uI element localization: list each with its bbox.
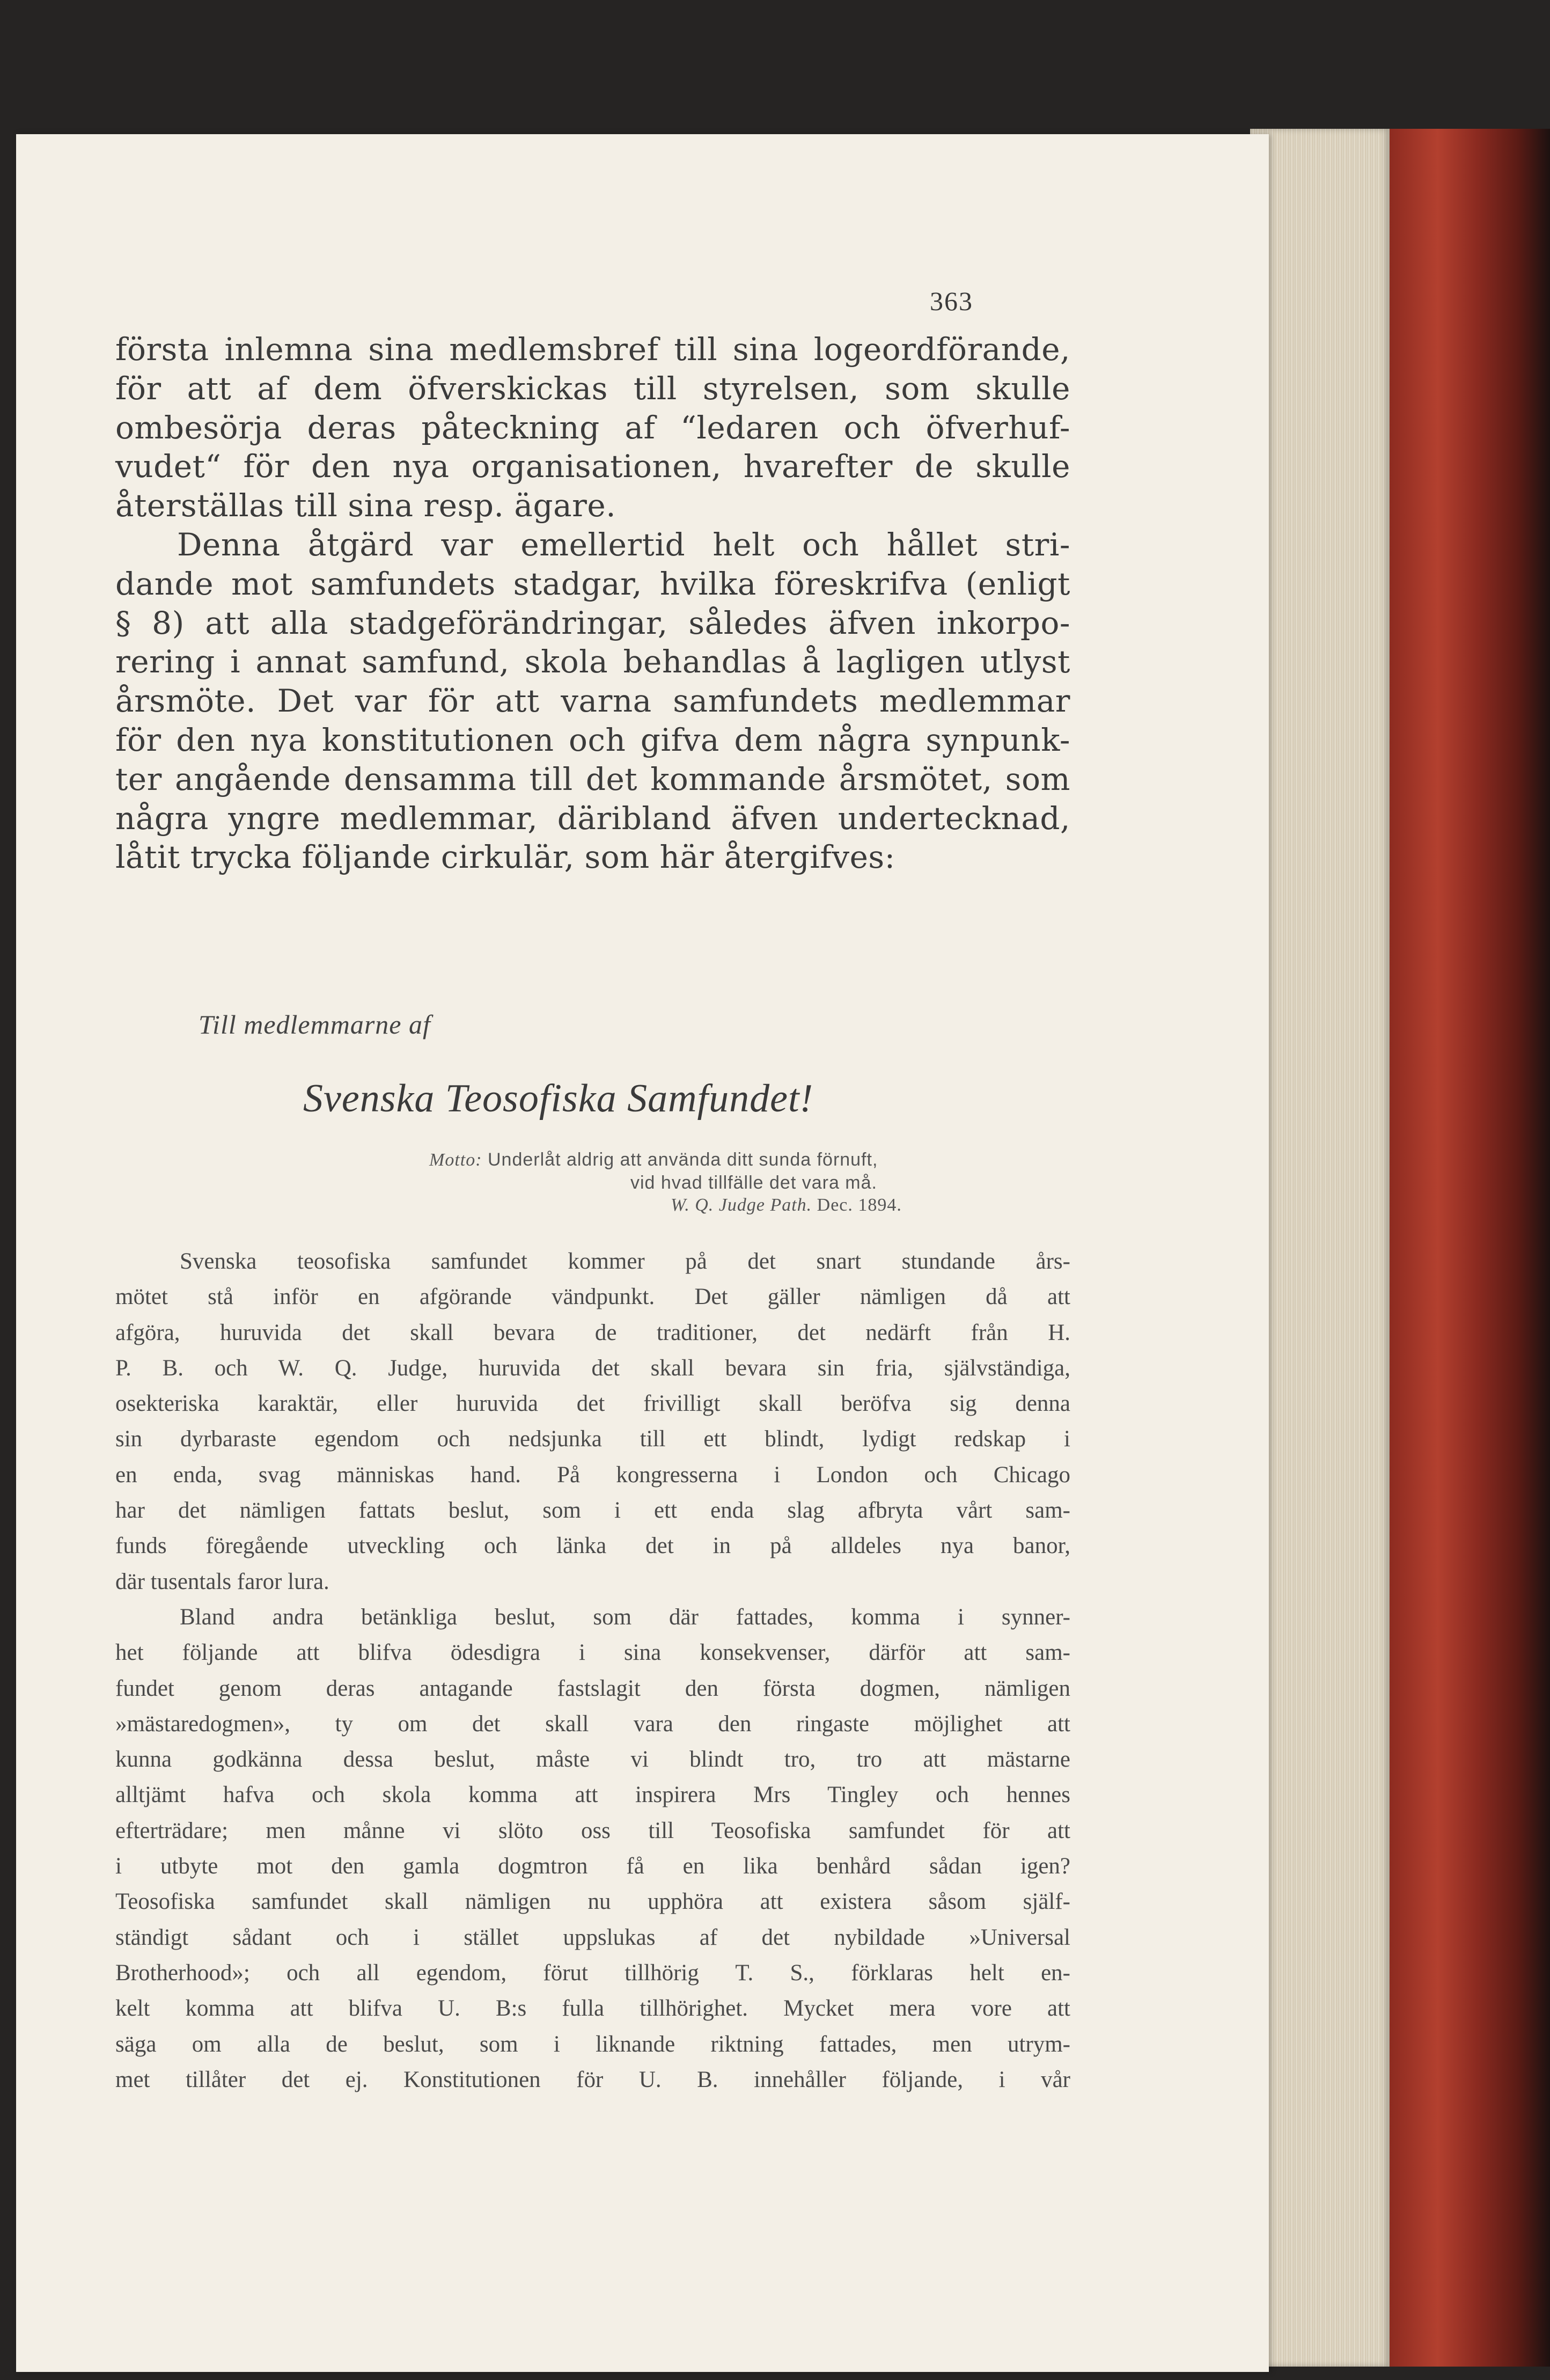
motto-sig-source: Path. <box>770 1195 812 1215</box>
circular-line: Svenska teosofiska samfundet kommer på det snart stundande års- <box>180 1249 1070 1274</box>
circular-line: het följande att blifva ödesdigra i sina konsekvenser, därför att sam- <box>115 1640 1070 1666</box>
circular-line: »mästaredogmen», ty om det skall vara den ringaste möjlighet att <box>115 1711 1070 1737</box>
motto-text-1: Underlåt aldrig att använda ditt sunda förnuft, <box>488 1149 878 1170</box>
main-line: rering i annat samfund, skola behandlas å lagligen utlyst <box>115 643 1070 680</box>
motto-label: Motto: <box>429 1150 482 1170</box>
page-number: 363 <box>930 286 973 316</box>
main-line: några yngre medlemmar, däribland äfven undertecknad, <box>115 800 1070 837</box>
main-line: för att af dem öfverskickas till styrelsen, som skulle <box>115 370 1070 407</box>
red-cover-spine <box>1390 129 1550 2367</box>
circular-intro: Till medlemmarne af <box>199 1009 431 1039</box>
main-line: dande mot samfundets stadgar, hvilka föreskrifva (enligt <box>115 565 1070 602</box>
circular-line: Brotherhood»; och all egendom, förut tillhörig T. S., förklaras helt en- <box>115 1960 1070 1986</box>
main-line: ter angående densamma till det kommande årsmötet, som <box>115 760 1070 797</box>
motto-signature <box>429 1194 1078 1217</box>
circular-line: met tillåter det ej. Konstitutionen för U. B. innehåller följande, i vår <box>115 2067 1070 2092</box>
main-line: Denna åtgärd var emellertid helt och hållet stri- <box>177 526 1070 563</box>
main-line: återställas till sina resp. ägare. <box>115 487 616 524</box>
circular-line: Bland andra betänkliga beslut, som där fattades, komma i synner- <box>180 1604 1070 1630</box>
main-line: ombesörja deras påteckning af “ledaren och öfverhuf- <box>115 409 1070 446</box>
circular-line: sin dyrbaraste egendom och nedsjunka till ett blindt, lydigt redskap i <box>115 1426 1070 1452</box>
circular-title: Svenska Teosofiska Samfundet! <box>303 1077 814 1121</box>
circular-line: kelt komma att blifva U. B:s fulla tillhörighet. Mycket mera vore att <box>115 1996 1070 2022</box>
main-line: första inlemna sina medlemsbref till sina logeordförande, <box>115 331 1070 368</box>
circular-line: har det nämligen fattats beslut, som i ett enda slag afbryta vårt sam- <box>115 1498 1070 1524</box>
motto-line-2: vid hvad tillfälle det vara må. <box>630 1173 877 1193</box>
circular-line: osekteriska karaktär, eller huruvida det frivilligt skall beröfva sig denna <box>115 1391 1070 1417</box>
circular-line: säga om alla de beslut, som i liknande riktning fattades, men utrym- <box>115 2031 1070 2057</box>
main-text-block <box>115 330 1070 877</box>
circular-line: kunna godkänna dessa beslut, måste vi blindt tro, tro att mästarne <box>115 1747 1070 1773</box>
book-page <box>16 134 1269 2372</box>
circular-line: där tusentals faror lura. <box>115 1569 329 1594</box>
circular-line: afgöra, huruvida det skall bevara de traditioner, det nedärft från H. <box>115 1320 1070 1345</box>
motto-sig-name: W. Q. Judge <box>671 1195 765 1215</box>
main-line: årsmöte. Det var för att varna samfundets medlemmar <box>115 683 1070 720</box>
circular-line: efterträdare; men månne vi slöto oss till Teosofiska samfundet för att <box>115 1818 1070 1843</box>
circular-line: mötet stå inför en afgörande vändpunkt. Det gäller nämligen då att <box>115 1284 1070 1310</box>
circular-line: en enda, svag människas hand. På kongresserna i London och Chicago <box>115 1462 1070 1488</box>
motto <box>429 1148 1078 1217</box>
circular-line: fundet genom deras antagande fastslagit den första dogmen, nämligen <box>115 1675 1070 1701</box>
page-stack-edge <box>1250 129 1390 2367</box>
main-line: vudet“ för den nya organisationen, hvarefter de skulle <box>115 448 1070 485</box>
circular-line: Teosofiska samfundet skall nämligen nu upphöra att existera såsom själf- <box>115 1889 1070 1915</box>
circular-line: funds föregående utveckling och länka det in på alldeles nya banor, <box>115 1533 1070 1559</box>
circular-line: alltjämt hafva och skola komma att inspirera Mrs Tingley och hennes <box>115 1782 1070 1808</box>
circular-line: P. B. och W. Q. Judge, huruvida det skall bevara sin fria, självständiga, <box>115 1355 1070 1381</box>
main-line: § 8) att alla stadgeförändringar, således äfven inkorpo- <box>115 604 1070 641</box>
motto-sig-date: Dec. 1894. <box>817 1195 902 1215</box>
circular-line: i utbyte mot den gamla dogmtron få en lika benhård sådan igen? <box>115 1854 1070 1879</box>
main-line: låtit trycka följande cirkulär, som här återgifves: <box>115 839 895 876</box>
main-line: för den nya konstitutionen och gifva dem några synpunk- <box>115 721 1070 758</box>
circular-body <box>115 1244 1070 2098</box>
circular-line: ständigt sådant och i stället uppslukas af det nybildade »Universal <box>115 1924 1070 1950</box>
motto-line-1 <box>429 1148 1078 1171</box>
